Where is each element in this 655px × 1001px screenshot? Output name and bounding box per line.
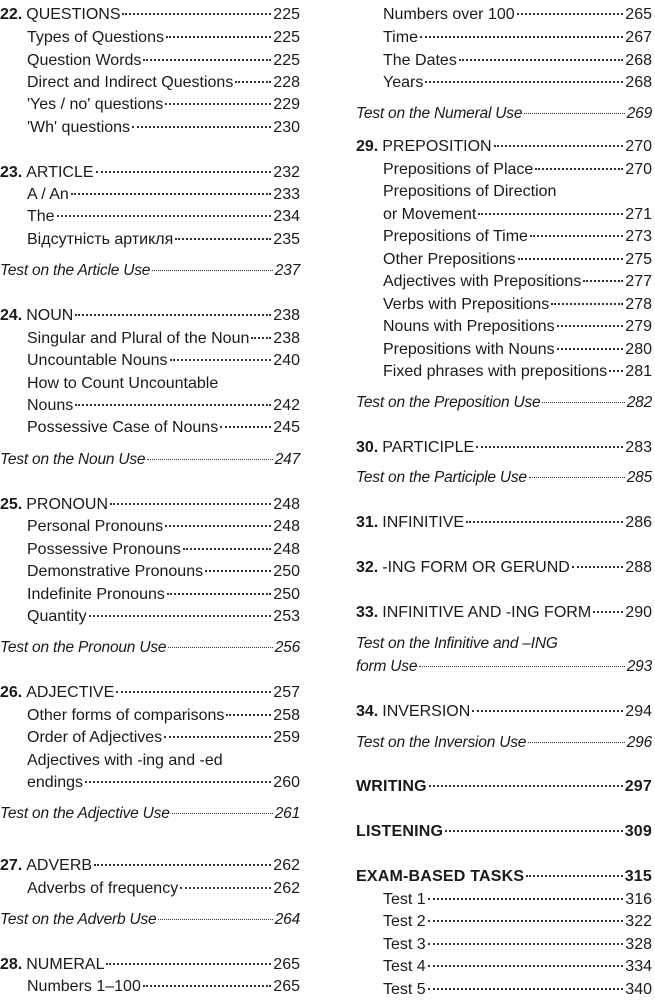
entry-title: Adverbs of frequency [27, 880, 179, 897]
dot-leader [428, 920, 624, 922]
page-number: 283 [625, 439, 652, 456]
dot-leader [528, 742, 625, 743]
page-number: 271 [625, 206, 652, 223]
toc-test-entry[interactable] [0, 909, 300, 931]
toc-chapter-entry[interactable] [356, 701, 652, 723]
toc-subentry[interactable] [27, 705, 300, 727]
page-number: 250 [273, 563, 300, 580]
entry-title: Test 3 [383, 936, 426, 953]
page-number: 280 [625, 341, 652, 358]
page-number: 234 [273, 208, 300, 225]
entry-title: endings [27, 774, 84, 791]
toc-chapter-entry[interactable] [356, 136, 652, 158]
entry-title: Nouns [27, 397, 74, 414]
toc-subentry[interactable] [383, 316, 652, 338]
dot-leader [165, 103, 271, 105]
toc-right-column [356, 0, 652, 1000]
page-number: 286 [625, 514, 652, 531]
dot-leader [235, 81, 271, 83]
toc-subentry[interactable] [27, 584, 300, 606]
entry-title: Відсутність артикля [27, 231, 174, 248]
page-number: 268 [625, 52, 652, 69]
dot-leader [71, 193, 271, 195]
page-number: 267 [625, 29, 652, 46]
toc-subentry[interactable] [27, 772, 300, 794]
dot-leader [94, 864, 271, 866]
page-number: 315 [624, 868, 652, 885]
toc-subentry[interactable] [27, 72, 300, 94]
entry-title: ARTICLE [26, 164, 94, 181]
entry-title: Singular and Plural of the Noun [27, 330, 250, 347]
toc-chapter-entry[interactable] [0, 494, 300, 516]
toc-subentry[interactable] [27, 976, 300, 998]
chapter-number: 27. [0, 857, 23, 874]
toc-subentry[interactable] [27, 94, 300, 116]
toc-subentry[interactable] [27, 206, 300, 228]
entry-title: Indefinite Pronouns [27, 586, 165, 603]
page-number: 259 [273, 729, 300, 746]
toc-chapter-entry[interactable] [0, 4, 300, 26]
page-number: 316 [625, 891, 652, 908]
dot-leader [518, 258, 624, 260]
dot-leader [158, 919, 272, 920]
page-number: 269 [626, 105, 652, 122]
dot-leader [428, 943, 624, 945]
entry-title: Test on the Participle Use [356, 469, 527, 486]
page-number: 328 [625, 936, 652, 953]
dot-leader [593, 611, 623, 613]
entry-title: QUESTIONS [26, 6, 121, 23]
chapter-number: 26. [0, 684, 23, 701]
page-number: 225 [273, 52, 300, 69]
page-number: 261 [274, 805, 300, 822]
entry-title: Possessive Pronouns [27, 541, 181, 558]
entry-title: ADJECTIVE [26, 684, 115, 701]
toc-test-entry[interactable] [356, 732, 652, 754]
page-number: 296 [626, 734, 652, 751]
dot-leader [535, 168, 623, 170]
chapter-number: 30. [356, 439, 379, 456]
entry-title: Fixed phrases with prepositions [383, 363, 608, 380]
entry-title: Possessive Case of Nouns [27, 419, 219, 436]
toc-chapter-entry[interactable] [356, 437, 652, 459]
dot-leader [526, 875, 622, 877]
dot-leader [557, 325, 624, 327]
entry-title: Test 4 [383, 958, 426, 975]
dot-leader [110, 503, 271, 505]
entry-title: PRONOUN [26, 496, 109, 513]
entry-title: Numbers over 100 [383, 6, 515, 23]
dot-leader [170, 359, 272, 361]
dot-leader [428, 965, 624, 967]
entry-title: 'Yes / no' questions [27, 96, 164, 113]
page-number: 268 [625, 74, 652, 91]
entry-title: Nouns with Prepositions [383, 318, 555, 335]
toc-subentry[interactable] [383, 956, 652, 978]
toc-chapter-entry[interactable] [0, 305, 300, 327]
toc-section-entry[interactable] [356, 821, 652, 843]
page-number: 238 [273, 330, 300, 347]
chapter-number: 22. [0, 6, 23, 23]
toc-subentry[interactable] [383, 72, 652, 94]
page-number: 248 [273, 496, 300, 513]
page-number: 265 [273, 978, 300, 995]
toc-subentry[interactable] [383, 27, 652, 49]
toc-test-entry[interactable] [0, 803, 300, 825]
chapter-number: 29. [356, 138, 379, 155]
dot-leader [143, 985, 271, 987]
toc-test-entry[interactable] [0, 449, 300, 471]
toc-subentry[interactable] [27, 350, 300, 372]
entry-title: Verbs with Prepositions [383, 296, 550, 313]
toc-subentry[interactable] [383, 979, 652, 1001]
toc-subentry[interactable] [27, 516, 300, 538]
page-number: 240 [273, 352, 300, 369]
page-number: 237 [274, 262, 300, 279]
page-number: 270 [625, 138, 652, 155]
chapter-number: 32. [356, 559, 379, 576]
entry-title: Test on the Infinitive and –ING [356, 635, 558, 652]
dot-leader [494, 145, 624, 147]
entry-title: Prepositions of Direction [383, 183, 557, 200]
dot-leader [530, 235, 623, 237]
entry-title: or Movement [383, 206, 477, 223]
toc-subentry[interactable] [27, 184, 300, 206]
page-number: 264 [274, 911, 300, 928]
dot-leader [75, 404, 271, 406]
toc-test-entry[interactable] [356, 633, 652, 655]
chapter-number: 31. [356, 514, 379, 531]
entry-title: Question Words [27, 52, 142, 69]
entry-title: Prepositions with Nouns [383, 341, 555, 358]
entry-title: 'Wh' questions [27, 119, 131, 136]
page-number: 257 [273, 684, 300, 701]
dot-leader [166, 36, 271, 38]
toc-subentry[interactable] [27, 878, 300, 900]
page-number: 288 [625, 559, 652, 576]
toc-subentry[interactable] [383, 361, 652, 383]
page-number: 230 [273, 119, 300, 136]
entry-title: How to Count Uncountable [27, 375, 219, 392]
dot-leader [476, 446, 623, 448]
page-number: 270 [625, 161, 652, 178]
toc-section-entry[interactable] [356, 866, 652, 888]
toc-subentry[interactable] [27, 373, 300, 395]
page-number: 293 [626, 658, 652, 675]
entry-title: PARTICIPLE [382, 439, 475, 456]
entry-title: Test on the Preposition Use [356, 394, 541, 411]
toc-subentry[interactable] [27, 50, 300, 72]
toc-subentry[interactable] [383, 934, 652, 956]
entry-title: Direct and Indirect Questions [27, 74, 234, 91]
page-number: 275 [625, 251, 652, 268]
dot-leader [466, 521, 623, 523]
entry-title: Test on the Noun Use [0, 451, 146, 468]
toc-chapter-entry[interactable] [0, 162, 300, 184]
dot-leader [529, 477, 625, 478]
entry-title: Other Prepositions [383, 251, 516, 268]
entry-title: Quantity [27, 608, 87, 625]
page-number: 297 [624, 778, 652, 795]
toc-chapter-entry[interactable] [356, 512, 652, 534]
dot-leader [583, 280, 623, 282]
page-number: 262 [273, 880, 300, 897]
entry-title: Test on the Inversion Use [356, 734, 527, 751]
toc-subentry[interactable] [27, 229, 300, 251]
page-number: 309 [624, 823, 652, 840]
entry-title: Time [383, 29, 418, 46]
dot-leader [132, 126, 271, 128]
entry-title: Order of Adjectives [27, 729, 163, 746]
chapter-number: 34. [356, 703, 379, 720]
entry-title: Adjectives with Prepositions [383, 273, 582, 290]
toc-subentry[interactable] [27, 328, 300, 350]
entry-title: Test on the Article Use [0, 262, 151, 279]
dot-leader [572, 566, 624, 568]
page-number: 242 [273, 397, 300, 414]
entry-title: Years [383, 74, 424, 91]
entry-title: Adjectives with -ing and -ed [27, 752, 223, 769]
dot-leader [85, 781, 271, 783]
page-number: 279 [625, 318, 652, 335]
entry-title: Personal Pronouns [27, 518, 164, 535]
dot-leader [429, 785, 623, 787]
entry-title: Test on the Pronoun Use [0, 639, 167, 656]
toc-subentry[interactable] [383, 271, 652, 293]
entry-title: form Use [356, 658, 418, 675]
entry-title: Test on the Numeral Use [356, 105, 523, 122]
page-number: 256 [274, 639, 300, 656]
dot-leader [478, 213, 623, 215]
page-number: 225 [273, 6, 300, 23]
dot-leader [152, 270, 273, 271]
entry-title: INVERSION [382, 703, 471, 720]
toc-subentry[interactable] [383, 204, 652, 226]
dot-leader [524, 113, 624, 114]
dot-leader [168, 647, 272, 648]
entry-title: Test on the Adjective Use [0, 805, 170, 822]
dot-leader [167, 593, 271, 595]
toc-subentry[interactable] [27, 27, 300, 49]
page-number: 340 [625, 981, 652, 998]
chapter-number: 28. [0, 956, 23, 973]
page-number: 265 [625, 6, 652, 23]
page-number: 253 [273, 608, 300, 625]
toc-subentry[interactable] [383, 249, 652, 271]
page-number: 225 [273, 29, 300, 46]
toc-subentry[interactable] [383, 339, 652, 361]
chapter-number: 23. [0, 164, 23, 181]
toc-subentry[interactable] [27, 395, 300, 417]
entry-title: PREPOSITION [382, 138, 492, 155]
toc-test-entry[interactable] [356, 392, 652, 414]
page-number: 238 [273, 307, 300, 324]
toc-chapter-entry[interactable] [356, 557, 652, 579]
page-number: 248 [273, 518, 300, 535]
entry-title: Test 1 [383, 891, 426, 908]
page-number: 232 [273, 164, 300, 181]
toc-test-entry[interactable] [356, 656, 652, 678]
dot-leader [551, 303, 623, 305]
dot-leader [143, 59, 271, 61]
page-number: 248 [273, 541, 300, 558]
toc-subentry[interactable] [383, 159, 652, 181]
toc-test-entry[interactable] [0, 637, 300, 659]
page-number: 265 [273, 956, 300, 973]
entry-title: WRITING [356, 778, 427, 795]
dot-leader [172, 813, 273, 814]
entry-title: ADVERB [26, 857, 93, 874]
toc-subentry[interactable] [383, 911, 652, 933]
page-number: 273 [625, 228, 652, 245]
entry-title: EXAM-BASED TASKS [356, 868, 525, 885]
toc-subentry[interactable] [27, 539, 300, 561]
toc-chapter-entry[interactable] [0, 855, 300, 877]
dot-leader [205, 570, 271, 572]
toc-section-entry[interactable] [356, 776, 652, 798]
dot-leader [106, 963, 271, 965]
dot-leader [425, 81, 623, 83]
toc-left-column [0, 0, 300, 1000]
dot-leader [226, 714, 271, 716]
entry-title: Other forms of comparisons [27, 707, 225, 724]
toc-subentry[interactable] [27, 561, 300, 583]
dot-leader [445, 830, 623, 832]
toc-chapter-entry[interactable] [0, 954, 300, 976]
toc-chapter-entry[interactable] [356, 602, 652, 624]
entry-title: Test 2 [383, 913, 426, 930]
toc-subentry[interactable] [27, 727, 300, 749]
dot-leader [472, 710, 623, 712]
entry-title: Prepositions of Place [383, 161, 534, 178]
page-number: 334 [625, 958, 652, 975]
toc-subentry[interactable] [383, 226, 652, 248]
page-number: 285 [626, 469, 652, 486]
dot-leader [419, 666, 624, 667]
page-number: 281 [625, 363, 652, 380]
dot-leader [609, 370, 623, 372]
entry-title: LISTENING [356, 823, 444, 840]
toc-test-entry[interactable] [0, 260, 300, 282]
entry-title: INFINITIVE AND -ING FORM [382, 604, 592, 621]
entry-title: Test on the Adverb Use [0, 911, 157, 928]
page-number: 228 [273, 74, 300, 91]
entry-title: Test 5 [383, 981, 426, 998]
entry-title: Numbers 1–100 [27, 978, 141, 995]
toc-subentry[interactable] [383, 889, 652, 911]
page-number: 245 [273, 419, 300, 436]
toc-test-entry[interactable] [356, 103, 652, 125]
toc-subentry[interactable] [27, 606, 300, 628]
page-number: 282 [626, 394, 652, 411]
toc-subentry[interactable] [27, 750, 300, 772]
toc-test-entry[interactable] [356, 467, 652, 489]
dot-leader [122, 13, 271, 15]
dot-leader [57, 215, 272, 217]
dot-leader [542, 402, 624, 403]
chapter-number: 24. [0, 307, 23, 324]
toc-subentry[interactable] [27, 417, 300, 439]
toc-subentry[interactable] [383, 50, 652, 72]
dot-leader [75, 314, 271, 316]
page-number: 247 [274, 451, 300, 468]
page-number: 322 [625, 913, 652, 930]
toc-subentry[interactable] [383, 294, 652, 316]
chapter-number: 33. [356, 604, 379, 621]
dot-leader [96, 171, 272, 173]
entry-title: Prepositions of Time [383, 228, 528, 245]
dot-leader [557, 348, 624, 350]
toc-chapter-entry[interactable] [0, 682, 300, 704]
page-number: 278 [625, 296, 652, 313]
page-number: 229 [273, 96, 300, 113]
dot-leader [116, 691, 271, 693]
toc-subentry[interactable] [383, 181, 652, 203]
toc-subentry[interactable] [383, 4, 652, 26]
dot-leader [183, 548, 271, 550]
entry-title: The Dates [383, 52, 457, 69]
entry-title: INFINITIVE [382, 514, 465, 531]
page-number: 250 [273, 586, 300, 603]
entry-title: The [27, 208, 55, 225]
page-number: 258 [273, 707, 300, 724]
page-number: 260 [273, 774, 300, 791]
entry-title: Demonstrative Pronouns [27, 563, 204, 580]
entry-title: NUMERAL [26, 956, 105, 973]
entry-title: Uncountable Nouns [27, 352, 168, 369]
dot-leader [220, 426, 271, 428]
page-number: 262 [273, 857, 300, 874]
entry-title: NOUN [26, 307, 74, 324]
dot-leader [180, 887, 271, 889]
dot-leader [517, 13, 624, 15]
dot-leader [89, 615, 272, 617]
chapter-number: 25. [0, 496, 23, 513]
entry-title: A / An [27, 186, 69, 203]
page-number: 235 [273, 231, 300, 248]
page-number: 290 [625, 604, 652, 621]
dot-leader [164, 736, 271, 738]
page-number: 233 [273, 186, 300, 203]
page-number: 277 [625, 273, 652, 290]
dot-leader [165, 525, 271, 527]
dot-leader [147, 459, 272, 460]
dot-leader [459, 59, 623, 61]
dot-leader [428, 988, 624, 990]
dot-leader [428, 898, 624, 900]
dot-leader [420, 36, 623, 38]
entry-title: -ING FORM OR GERUND [382, 559, 570, 576]
entry-title: Types of Questions [27, 29, 164, 46]
page-number: 294 [625, 703, 652, 720]
toc-subentry[interactable] [27, 117, 300, 139]
dot-leader [251, 337, 271, 339]
dot-leader [175, 238, 271, 240]
